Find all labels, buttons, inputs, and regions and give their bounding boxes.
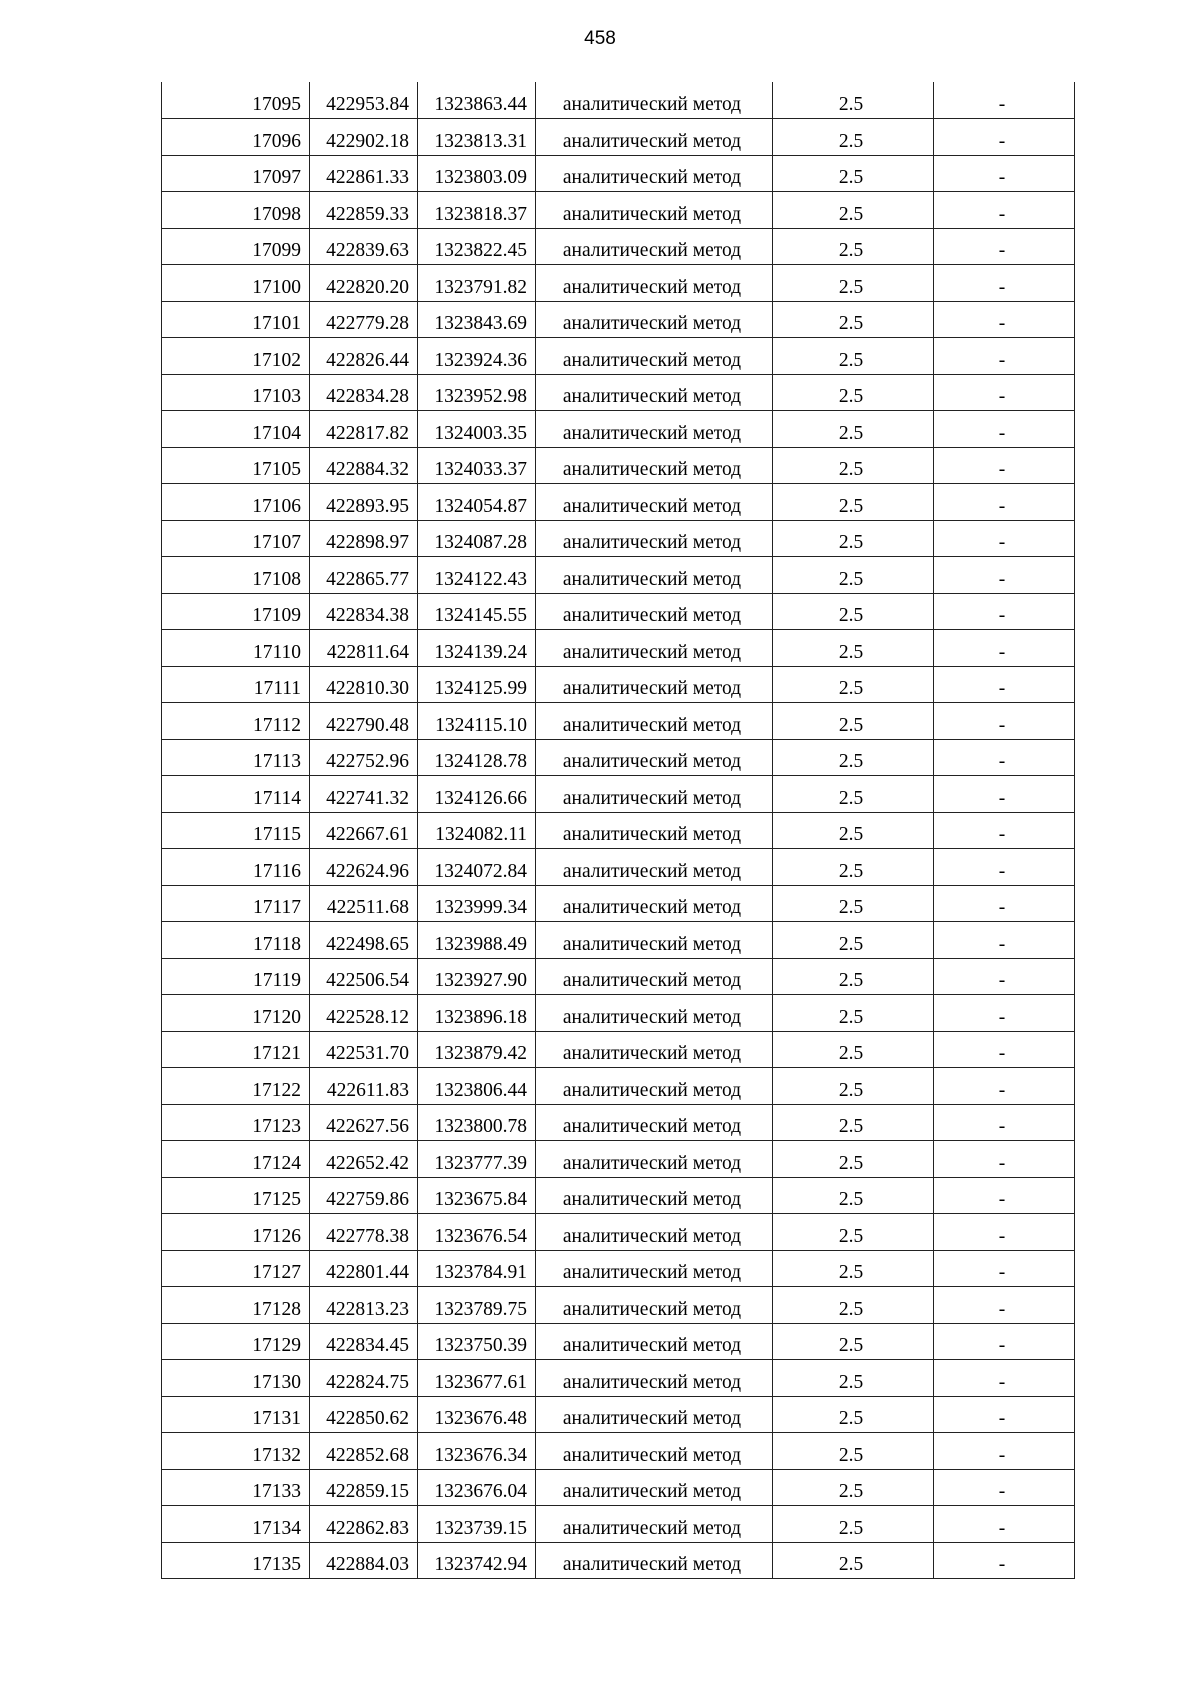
accuracy-cell: 2.5 (773, 666, 934, 703)
note-cell: - (934, 776, 1075, 813)
x-coordinate-cell: 422498.65 (310, 922, 418, 959)
accuracy-cell: 2.5 (773, 1141, 934, 1178)
note-cell: - (934, 338, 1075, 375)
method-cell: аналитический метод (536, 1177, 773, 1214)
point-number-cell: 17111 (162, 666, 310, 703)
accuracy-cell: 2.5 (773, 557, 934, 594)
y-coordinate-cell: 1323927.90 (418, 958, 536, 995)
y-coordinate-cell: 1324054.87 (418, 484, 536, 521)
y-coordinate-cell: 1323803.09 (418, 155, 536, 192)
method-cell: аналитический метод (536, 666, 773, 703)
note-cell: - (934, 484, 1075, 521)
note-cell: - (934, 192, 1075, 229)
accuracy-cell: 2.5 (773, 885, 934, 922)
coordinates-table (161, 82, 1075, 1579)
y-coordinate-cell: 1324122.43 (418, 557, 536, 594)
y-coordinate-cell: 1323879.42 (418, 1031, 536, 1068)
accuracy-cell: 2.5 (773, 1360, 934, 1397)
point-number-cell: 17102 (162, 338, 310, 375)
point-number-cell: 17095 (162, 82, 310, 119)
y-coordinate-cell: 1323676.34 (418, 1433, 536, 1470)
table-row (162, 557, 1075, 594)
note-cell: - (934, 1287, 1075, 1324)
note-cell: - (934, 995, 1075, 1032)
accuracy-cell: 2.5 (773, 593, 934, 630)
table-row (162, 119, 1075, 156)
method-cell: аналитический метод (536, 155, 773, 192)
accuracy-cell: 2.5 (773, 1177, 934, 1214)
y-coordinate-cell: 1323677.61 (418, 1360, 536, 1397)
x-coordinate-cell: 422652.42 (310, 1141, 418, 1178)
x-coordinate-cell: 422528.12 (310, 995, 418, 1032)
accuracy-cell: 2.5 (773, 1506, 934, 1543)
note-cell: - (934, 1250, 1075, 1287)
accuracy-cell: 2.5 (773, 228, 934, 265)
x-coordinate-cell: 422861.33 (310, 155, 418, 192)
note-cell: - (934, 1396, 1075, 1433)
accuracy-cell: 2.5 (773, 155, 934, 192)
accuracy-cell: 2.5 (773, 703, 934, 740)
y-coordinate-cell: 1323742.94 (418, 1542, 536, 1579)
note-cell: - (934, 1433, 1075, 1470)
note-cell: - (934, 1141, 1075, 1178)
accuracy-cell: 2.5 (773, 1469, 934, 1506)
accuracy-cell: 2.5 (773, 958, 934, 995)
table-row (162, 484, 1075, 521)
accuracy-cell: 2.5 (773, 265, 934, 302)
method-cell: аналитический метод (536, 739, 773, 776)
note-cell: - (934, 374, 1075, 411)
x-coordinate-cell: 422850.62 (310, 1396, 418, 1433)
note-cell: - (934, 1360, 1075, 1397)
accuracy-cell: 2.5 (773, 995, 934, 1032)
point-number-cell: 17105 (162, 447, 310, 484)
point-number-cell: 17098 (162, 192, 310, 229)
method-cell: аналитический метод (536, 228, 773, 265)
method-cell: аналитический метод (536, 1323, 773, 1360)
y-coordinate-cell: 1323863.44 (418, 82, 536, 119)
point-number-cell: 17133 (162, 1469, 310, 1506)
page-number: 458 (584, 28, 616, 49)
accuracy-cell: 2.5 (773, 484, 934, 521)
table-row (162, 1396, 1075, 1433)
note-cell: - (934, 958, 1075, 995)
point-number-cell: 17122 (162, 1068, 310, 1105)
point-number-cell: 17123 (162, 1104, 310, 1141)
note-cell: - (934, 703, 1075, 740)
table-row (162, 666, 1075, 703)
point-number-cell: 17113 (162, 739, 310, 776)
y-coordinate-cell: 1323784.91 (418, 1250, 536, 1287)
point-number-cell: 17109 (162, 593, 310, 630)
accuracy-cell: 2.5 (773, 301, 934, 338)
accuracy-cell: 2.5 (773, 82, 934, 119)
table-row (162, 301, 1075, 338)
accuracy-cell: 2.5 (773, 192, 934, 229)
table-row (162, 958, 1075, 995)
method-cell: аналитический метод (536, 776, 773, 813)
x-coordinate-cell: 422898.97 (310, 520, 418, 557)
point-number-cell: 17107 (162, 520, 310, 557)
point-number-cell: 17103 (162, 374, 310, 411)
note-cell: - (934, 1506, 1075, 1543)
table-row (162, 338, 1075, 375)
y-coordinate-cell: 1323675.84 (418, 1177, 536, 1214)
note-cell: - (934, 812, 1075, 849)
method-cell: аналитический метод (536, 82, 773, 119)
x-coordinate-cell: 422859.15 (310, 1469, 418, 1506)
y-coordinate-cell: 1324087.28 (418, 520, 536, 557)
x-coordinate-cell: 422834.28 (310, 374, 418, 411)
x-coordinate-cell: 422813.23 (310, 1287, 418, 1324)
method-cell: аналитический метод (536, 995, 773, 1032)
x-coordinate-cell: 422779.28 (310, 301, 418, 338)
method-cell: аналитический метод (536, 812, 773, 849)
point-number-cell: 17116 (162, 849, 310, 886)
y-coordinate-cell: 1323806.44 (418, 1068, 536, 1105)
accuracy-cell: 2.5 (773, 119, 934, 156)
note-cell: - (934, 922, 1075, 959)
point-number-cell: 17130 (162, 1360, 310, 1397)
note-cell: - (934, 411, 1075, 448)
point-number-cell: 17097 (162, 155, 310, 192)
x-coordinate-cell: 422801.44 (310, 1250, 418, 1287)
table-row (162, 1068, 1075, 1105)
point-number-cell: 17108 (162, 557, 310, 594)
table-row (162, 885, 1075, 922)
y-coordinate-cell: 1323777.39 (418, 1141, 536, 1178)
table-body (162, 82, 1075, 1579)
table-row (162, 447, 1075, 484)
x-coordinate-cell: 422859.33 (310, 192, 418, 229)
point-number-cell: 17126 (162, 1214, 310, 1251)
note-cell: - (934, 557, 1075, 594)
table-row (162, 1177, 1075, 1214)
x-coordinate-cell: 422834.38 (310, 593, 418, 630)
note-cell: - (934, 1542, 1075, 1579)
note-cell: - (934, 119, 1075, 156)
y-coordinate-cell: 1323818.37 (418, 192, 536, 229)
y-coordinate-cell: 1323676.48 (418, 1396, 536, 1433)
y-coordinate-cell: 1323843.69 (418, 301, 536, 338)
method-cell: аналитический метод (536, 1433, 773, 1470)
method-cell: аналитический метод (536, 338, 773, 375)
note-cell: - (934, 593, 1075, 630)
y-coordinate-cell: 1323822.45 (418, 228, 536, 265)
note-cell: - (934, 1214, 1075, 1251)
point-number-cell: 17099 (162, 228, 310, 265)
method-cell: аналитический метод (536, 520, 773, 557)
accuracy-cell: 2.5 (773, 520, 934, 557)
point-number-cell: 17112 (162, 703, 310, 740)
accuracy-cell: 2.5 (773, 1323, 934, 1360)
method-cell: аналитический метод (536, 411, 773, 448)
note-cell: - (934, 301, 1075, 338)
method-cell: аналитический метод (536, 557, 773, 594)
point-number-cell: 17124 (162, 1141, 310, 1178)
method-cell: аналитический метод (536, 1506, 773, 1543)
note-cell: - (934, 155, 1075, 192)
accuracy-cell: 2.5 (773, 1396, 934, 1433)
point-number-cell: 17131 (162, 1396, 310, 1433)
table-row (162, 1469, 1075, 1506)
y-coordinate-cell: 1323676.54 (418, 1214, 536, 1251)
y-coordinate-cell: 1323988.49 (418, 922, 536, 959)
y-coordinate-cell: 1324115.10 (418, 703, 536, 740)
method-cell: аналитический метод (536, 265, 773, 302)
method-cell: аналитический метод (536, 593, 773, 630)
y-coordinate-cell: 1323791.82 (418, 265, 536, 302)
point-number-cell: 17114 (162, 776, 310, 813)
accuracy-cell: 2.5 (773, 739, 934, 776)
point-number-cell: 17101 (162, 301, 310, 338)
note-cell: - (934, 228, 1075, 265)
method-cell: аналитический метод (536, 885, 773, 922)
table-row (162, 995, 1075, 1032)
x-coordinate-cell: 422839.63 (310, 228, 418, 265)
y-coordinate-cell: 1323813.31 (418, 119, 536, 156)
x-coordinate-cell: 422902.18 (310, 119, 418, 156)
x-coordinate-cell: 422820.20 (310, 265, 418, 302)
note-cell: - (934, 1068, 1075, 1105)
table-row (162, 1104, 1075, 1141)
accuracy-cell: 2.5 (773, 447, 934, 484)
table-row (162, 1360, 1075, 1397)
method-cell: аналитический метод (536, 849, 773, 886)
method-cell: аналитический метод (536, 119, 773, 156)
point-number-cell: 17120 (162, 995, 310, 1032)
point-number-cell: 17118 (162, 922, 310, 959)
method-cell: аналитический метод (536, 447, 773, 484)
note-cell: - (934, 520, 1075, 557)
table-row (162, 776, 1075, 813)
x-coordinate-cell: 422817.82 (310, 411, 418, 448)
table-row (162, 922, 1075, 959)
y-coordinate-cell: 1323999.34 (418, 885, 536, 922)
accuracy-cell: 2.5 (773, 1250, 934, 1287)
y-coordinate-cell: 1324082.11 (418, 812, 536, 849)
method-cell: аналитический метод (536, 630, 773, 667)
note-cell: - (934, 1031, 1075, 1068)
y-coordinate-cell: 1324139.24 (418, 630, 536, 667)
table-row (162, 593, 1075, 630)
point-number-cell: 17135 (162, 1542, 310, 1579)
point-number-cell: 17117 (162, 885, 310, 922)
accuracy-cell: 2.5 (773, 1068, 934, 1105)
note-cell: - (934, 447, 1075, 484)
table-row (162, 849, 1075, 886)
x-coordinate-cell: 422752.96 (310, 739, 418, 776)
x-coordinate-cell: 422884.03 (310, 1542, 418, 1579)
x-coordinate-cell: 422826.44 (310, 338, 418, 375)
x-coordinate-cell: 422810.30 (310, 666, 418, 703)
y-coordinate-cell: 1323800.78 (418, 1104, 536, 1141)
x-coordinate-cell: 422778.38 (310, 1214, 418, 1251)
note-cell: - (934, 1177, 1075, 1214)
x-coordinate-cell: 422511.68 (310, 885, 418, 922)
table-row (162, 1214, 1075, 1251)
accuracy-cell: 2.5 (773, 1542, 934, 1579)
method-cell: аналитический метод (536, 192, 773, 229)
accuracy-cell: 2.5 (773, 922, 934, 959)
table-row (162, 1250, 1075, 1287)
y-coordinate-cell: 1324125.99 (418, 666, 536, 703)
x-coordinate-cell: 422624.96 (310, 849, 418, 886)
point-number-cell: 17129 (162, 1323, 310, 1360)
x-coordinate-cell: 422790.48 (310, 703, 418, 740)
point-number-cell: 17119 (162, 958, 310, 995)
method-cell: аналитический метод (536, 1542, 773, 1579)
note-cell: - (934, 630, 1075, 667)
accuracy-cell: 2.5 (773, 1287, 934, 1324)
x-coordinate-cell: 422852.68 (310, 1433, 418, 1470)
note-cell: - (934, 1104, 1075, 1141)
table-row (162, 1287, 1075, 1324)
y-coordinate-cell: 1323676.04 (418, 1469, 536, 1506)
note-cell: - (934, 739, 1075, 776)
method-cell: аналитический метод (536, 1214, 773, 1251)
table-row (162, 155, 1075, 192)
method-cell: аналитический метод (536, 1250, 773, 1287)
y-coordinate-cell: 1323750.39 (418, 1323, 536, 1360)
table-row (162, 192, 1075, 229)
x-coordinate-cell: 422506.54 (310, 958, 418, 995)
method-cell: аналитический метод (536, 1287, 773, 1324)
table-row (162, 739, 1075, 776)
table-row (162, 1141, 1075, 1178)
table-row (162, 228, 1075, 265)
y-coordinate-cell: 1324003.35 (418, 411, 536, 448)
point-number-cell: 17128 (162, 1287, 310, 1324)
x-coordinate-cell: 422862.83 (310, 1506, 418, 1543)
note-cell: - (934, 82, 1075, 119)
table-row (162, 374, 1075, 411)
accuracy-cell: 2.5 (773, 374, 934, 411)
y-coordinate-cell: 1324128.78 (418, 739, 536, 776)
accuracy-cell: 2.5 (773, 1214, 934, 1251)
point-number-cell: 17104 (162, 411, 310, 448)
note-cell: - (934, 1469, 1075, 1506)
point-number-cell: 17121 (162, 1031, 310, 1068)
table-row (162, 812, 1075, 849)
x-coordinate-cell: 422741.32 (310, 776, 418, 813)
x-coordinate-cell: 422611.83 (310, 1068, 418, 1105)
x-coordinate-cell: 422893.95 (310, 484, 418, 521)
y-coordinate-cell: 1323789.75 (418, 1287, 536, 1324)
point-number-cell: 17110 (162, 630, 310, 667)
table-row (162, 265, 1075, 302)
y-coordinate-cell: 1324072.84 (418, 849, 536, 886)
method-cell: аналитический метод (536, 301, 773, 338)
table-row (162, 1542, 1075, 1579)
note-cell: - (934, 265, 1075, 302)
accuracy-cell: 2.5 (773, 630, 934, 667)
point-number-cell: 17132 (162, 1433, 310, 1470)
method-cell: аналитический метод (536, 484, 773, 521)
method-cell: аналитический метод (536, 1360, 773, 1397)
y-coordinate-cell: 1323952.98 (418, 374, 536, 411)
x-coordinate-cell: 422865.77 (310, 557, 418, 594)
table-row (162, 411, 1075, 448)
method-cell: аналитический метод (536, 1104, 773, 1141)
point-number-cell: 17134 (162, 1506, 310, 1543)
x-coordinate-cell: 422759.86 (310, 1177, 418, 1214)
accuracy-cell: 2.5 (773, 411, 934, 448)
y-coordinate-cell: 1324033.37 (418, 447, 536, 484)
accuracy-cell: 2.5 (773, 849, 934, 886)
accuracy-cell: 2.5 (773, 812, 934, 849)
method-cell: аналитический метод (536, 374, 773, 411)
x-coordinate-cell: 422953.84 (310, 82, 418, 119)
x-coordinate-cell: 422824.75 (310, 1360, 418, 1397)
method-cell: аналитический метод (536, 1068, 773, 1105)
point-number-cell: 17125 (162, 1177, 310, 1214)
table-row (162, 1506, 1075, 1543)
point-number-cell: 17106 (162, 484, 310, 521)
y-coordinate-cell: 1323924.36 (418, 338, 536, 375)
x-coordinate-cell: 422627.56 (310, 1104, 418, 1141)
point-number-cell: 17127 (162, 1250, 310, 1287)
point-number-cell: 17115 (162, 812, 310, 849)
point-number-cell: 17100 (162, 265, 310, 302)
point-number-cell: 17096 (162, 119, 310, 156)
method-cell: аналитический метод (536, 922, 773, 959)
method-cell: аналитический метод (536, 1396, 773, 1433)
table-row (162, 82, 1075, 119)
table-row (162, 1433, 1075, 1470)
accuracy-cell: 2.5 (773, 338, 934, 375)
table-row (162, 630, 1075, 667)
note-cell: - (934, 666, 1075, 703)
accuracy-cell: 2.5 (773, 776, 934, 813)
note-cell: - (934, 1323, 1075, 1360)
y-coordinate-cell: 1323896.18 (418, 995, 536, 1032)
table-row (162, 703, 1075, 740)
note-cell: - (934, 885, 1075, 922)
x-coordinate-cell: 422531.70 (310, 1031, 418, 1068)
table-row (162, 1323, 1075, 1360)
accuracy-cell: 2.5 (773, 1031, 934, 1068)
x-coordinate-cell: 422667.61 (310, 812, 418, 849)
note-cell: - (934, 849, 1075, 886)
x-coordinate-cell: 422811.64 (310, 630, 418, 667)
accuracy-cell: 2.5 (773, 1104, 934, 1141)
table-row (162, 520, 1075, 557)
y-coordinate-cell: 1323739.15 (418, 1506, 536, 1543)
method-cell: аналитический метод (536, 958, 773, 995)
method-cell: аналитический метод (536, 1469, 773, 1506)
y-coordinate-cell: 1324126.66 (418, 776, 536, 813)
method-cell: аналитический метод (536, 1141, 773, 1178)
accuracy-cell: 2.5 (773, 1433, 934, 1470)
table-row (162, 1031, 1075, 1068)
method-cell: аналитический метод (536, 703, 773, 740)
x-coordinate-cell: 422884.32 (310, 447, 418, 484)
method-cell: аналитический метод (536, 1031, 773, 1068)
x-coordinate-cell: 422834.45 (310, 1323, 418, 1360)
y-coordinate-cell: 1324145.55 (418, 593, 536, 630)
